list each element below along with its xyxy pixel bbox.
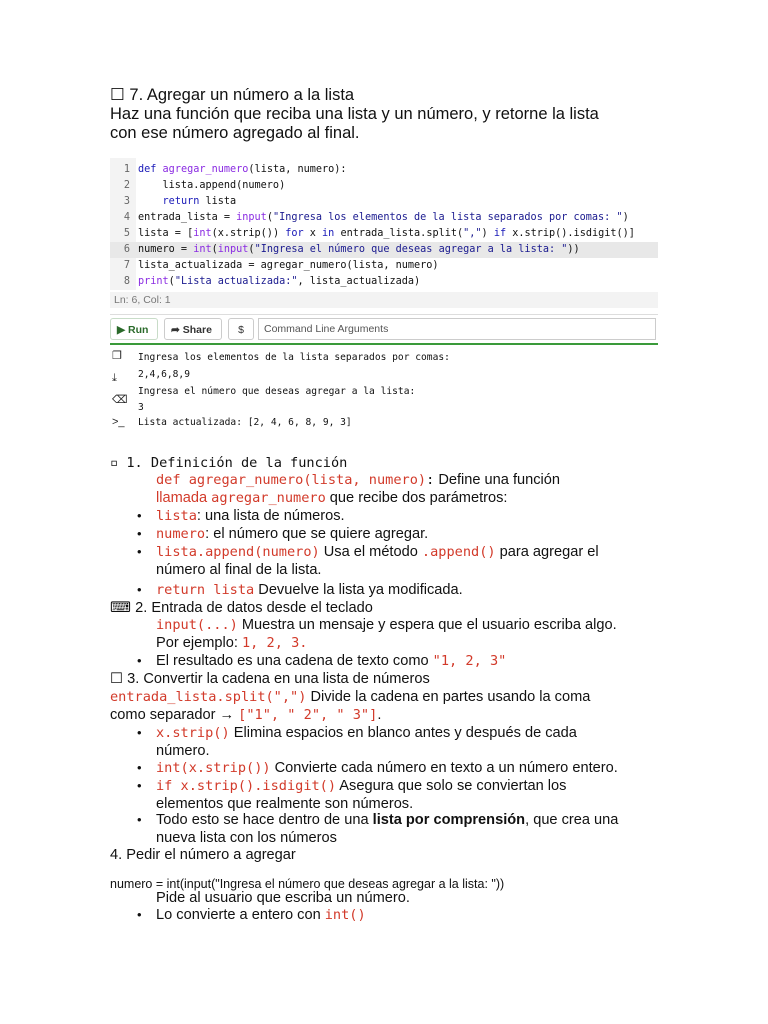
section-3-heading: ☐ 3. Convertir la cadena en una lista de números <box>110 671 430 687</box>
bullet-icon: • <box>137 760 142 775</box>
bullet-icon: • <box>137 725 142 740</box>
code-line[interactable]: 5 lista = [int(x.strip()) for x in entrada_lista.split(",") if x.strip().isdigit()] <box>123 228 635 239</box>
bullet-isdigit: if x.strip().isdigit() Asegura que solo se conviertan los <box>156 778 567 794</box>
bullet-icon: • <box>137 508 142 523</box>
share-button[interactable]: ➦ Share <box>164 318 222 340</box>
bullet-lista: lista: una lista de números. <box>156 508 345 524</box>
console-line: Lista actualizada: [2, 4, 6, 8, 9, 3] <box>138 417 352 428</box>
bullet-numero: numero: el número que se quiere agregar. <box>156 526 429 542</box>
task-heading <box>110 86 670 143</box>
console-line: Ingresa los elementos de la lista separados por comas: <box>138 352 450 363</box>
console-line: Ingresa el número que deseas agregar a la lista: <box>138 386 416 397</box>
section-3-line-2: como separador → ["1", " 2", " 3"]. <box>110 707 382 723</box>
run-button[interactable]: ▶ Run <box>110 318 158 340</box>
share-icon: ➦ <box>171 324 180 336</box>
bullet-strip-cont: número. <box>156 743 210 759</box>
square-bullet-icon: ▫ <box>110 455 119 471</box>
bullet-icon: • <box>137 812 142 827</box>
section-4-line-1: Pide al usuario que escriba un número. <box>156 890 410 906</box>
stdin-button[interactable]: $ <box>228 318 254 340</box>
bullet-int-convert: Lo convierte a entero con int() <box>156 907 366 923</box>
code-line-active[interactable]: 6 numero = int(input("Ingresa el número que deseas agregar a la lista: ")) <box>110 242 658 258</box>
bullet-icon: • <box>137 544 142 559</box>
run-toolbar <box>110 314 658 345</box>
code-line[interactable]: 1 def agregar_numero(lista, numero): <box>123 164 347 175</box>
command-line-arguments-input[interactable]: Command Line Arguments <box>258 318 656 340</box>
task-title: 7. Agregar un número a la lista <box>129 86 355 104</box>
bullet-comprehension-cont: nueva lista con los números <box>156 830 337 846</box>
section-2-heading: ⌨ 2. Entrada de datos desde el teclado <box>110 600 373 616</box>
bullet-return: return lista Devuelve la lista ya modificada. <box>156 582 463 598</box>
bullet-comprehension: Todo esto se hace dentro de una lista por comprensión, que crea una <box>156 812 619 828</box>
code-line[interactable]: 3 return lista <box>123 196 237 207</box>
section-1-line-1: def agregar_numero(lista, numero): Define una función <box>156 472 561 488</box>
checkbox-icon: ☐ <box>110 86 125 104</box>
cursor-status: Ln: 6, Col: 1 <box>110 292 658 308</box>
code-line[interactable]: 4 entrada_lista = input("Ingresa los elementos de la lista separados por comas: ") <box>123 212 629 223</box>
section-1-line-2: llamada agregar_numero que recibe dos parámetros: <box>156 490 508 506</box>
bullet-icon: • <box>137 907 142 922</box>
bullet-icon: • <box>137 778 142 793</box>
console-line: 2,4,6,8,9 <box>138 369 190 380</box>
download-icon[interactable]: ⤓ <box>112 372 117 384</box>
section-2-line-2: Por ejemplo: 1, 2, 3. <box>156 635 308 651</box>
bullet-strip: x.strip() Elimina espacios en blanco antes y después de cada <box>156 725 577 741</box>
code-line[interactable]: 7 lista_actualizada = agregar_numero(lista, numero) <box>123 260 439 271</box>
section-3-line-1: entrada_lista.split(",") Divide la cadena en partes usando la coma <box>110 689 591 705</box>
bullet-icon: • <box>137 582 142 597</box>
task-description-1: Haz una función que reciba una lista y un número, y retorne la lista <box>110 105 599 123</box>
checkbox-icon: ☐ <box>110 671 124 687</box>
code-line[interactable]: 2 lista.append(numero) <box>123 180 286 191</box>
section-4-code: numero = int(input("Ingresa el número que deseas agregar a la lista: ")) <box>110 877 505 891</box>
bullet-int: int(x.strip()) Convierte cada número en texto a un número entero. <box>156 760 618 776</box>
output-console <box>110 346 658 442</box>
section-4-heading: 4. Pedir el número a agregar <box>110 847 296 863</box>
console-line: 3 <box>138 402 144 413</box>
bullet-append: lista.append(numero) Usa el método .append() para agregar el <box>156 544 599 560</box>
code-editor[interactable] <box>110 158 658 308</box>
keyboard-icon: ⌨ <box>110 600 132 616</box>
task-description-2: con ese número agregado al final. <box>110 124 360 142</box>
bullet-cadena: El resultado es una cadena de texto como "1, 2, 3" <box>156 653 507 669</box>
bullet-append-cont: número al final de la lista. <box>156 562 322 578</box>
terminal-icon[interactable]: >_ <box>112 416 125 428</box>
eraser-icon[interactable]: ⌫ <box>112 394 128 406</box>
code-line[interactable]: 8 print("Lista actualizada:", lista_actualizada) <box>123 276 421 287</box>
section-2-line-1: input(...) Muestra un mensaje y espera que el usuario escriba algo. <box>156 617 617 633</box>
play-icon: ▶ <box>117 324 126 336</box>
section-1-heading: ▫ 1. Definición de la función <box>110 455 348 471</box>
bullet-isdigit-cont: elementos que realmente son números. <box>156 796 414 812</box>
copy-icon[interactable]: ❐ <box>112 350 122 362</box>
bullet-icon: • <box>137 526 142 541</box>
bullet-icon: • <box>137 653 142 668</box>
